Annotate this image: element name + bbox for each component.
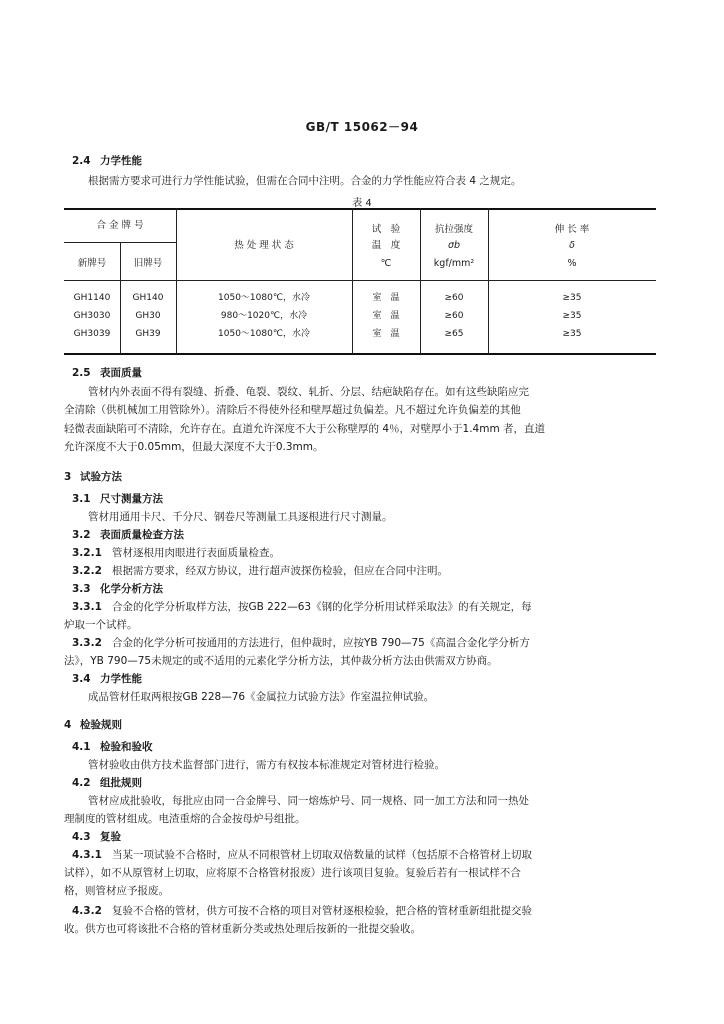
section-3-3-number: 3.3 (72, 583, 91, 595)
section-3-3-title: 化学分析方法 (100, 583, 163, 595)
section-4-2-line-1: 管材应成批验收，每批应由同一合金牌号、同一熔炼炉号、同一规格、同一加工方法和同一热处 (88, 795, 529, 807)
section-3-2-title: 表面质量检查方法 (100, 529, 184, 541)
section-3-3-2-line-2: 法》，YB 790—75未规定的或不适用的元素化学分析方法，其仲裁分析方法由供需双方协商。 (64, 655, 498, 667)
section-3-3-2-line-1: 合金的化学分析可按通用的方法进行，但仲裁时，应按YB 790—75《高温合金化学分析方 (112, 637, 530, 649)
standard-code-header: GB/T 15062－94 (305, 120, 419, 134)
header-new-grade: 新牌号 (77, 258, 107, 269)
row-1-new-grade: GH1140 (73, 293, 111, 303)
section-3-2-2-number: 3.2.2 (72, 565, 102, 577)
section-2-4-number: 2.4 (72, 155, 91, 167)
section-2-5-line-3: 轻微表面缺陷可不清除，允许存在。直道允许深度不大于公称壁厚的 4％，对壁厚小于1.4mm 者，直道 (64, 423, 546, 435)
section-4-3-title: 复验 (100, 831, 121, 843)
section-2-5-line-4: 允许深度不大于0.05mm，但最大深度不大于0.3mm。 (64, 441, 324, 453)
header-elongation-line1: 伸 长 率 (554, 224, 590, 235)
row-2-new-grade: GH3030 (73, 311, 111, 321)
row-2-elongation: ≥35 (562, 311, 582, 321)
section-4-1-text: 管材验收由供方技术监督部门进行，需方有权按本标准规定对管材进行检验。 (88, 759, 445, 771)
header-elongation-unit: % (567, 258, 577, 269)
section-4-3-1-line-2: 试样），如不从原管材上切取，应将原不合格管材报废）进行该项目复验。复验后若有一根试样不合 (64, 867, 521, 879)
row-2-old-grade: GH30 (135, 311, 161, 321)
section-4-1-title: 检验和验收 (100, 741, 153, 753)
row-3-old-grade: GH39 (135, 329, 161, 339)
section-3-3-1-line-1: 合金的化学分析取样方法，按GB 222—63《钢的化学分析用试样采取法》的有关规定，每 (112, 601, 532, 613)
section-3-2-number: 3.2 (72, 529, 91, 541)
row-1-elongation: ≥35 (562, 293, 582, 303)
section-2-5-number: 2.5 (72, 367, 91, 379)
row-2-temp: 室 温 (372, 311, 400, 321)
section-3-1-number: 3.1 (72, 493, 91, 505)
section-4-3-1-line-1: 当某一项试验不合格时，应从不同根管材上切取双倍数量的试样（包括原不合格管材上切取 (112, 849, 532, 861)
header-tensile-unit: kgf/mm² (433, 258, 475, 269)
section-3-4-number: 3.4 (72, 673, 91, 685)
header-elongation-symbol: δ (569, 240, 575, 251)
section-2-4-title: 力学性能 (100, 155, 142, 167)
table-4 (64, 208, 656, 354)
row-3-tensile: ≥65 (444, 329, 464, 339)
row-2-tensile: ≥60 (444, 311, 464, 321)
table-top-rule (64, 208, 656, 210)
table-header-bottom-rule (64, 280, 656, 281)
section-3-4-text: 成品管材任取两根按GB 228—76《金属拉力试验方法》作室温拉伸试验。 (88, 691, 435, 703)
section-3-1-title: 尺寸测量方法 (100, 493, 163, 505)
section-4-1-number: 4.1 (72, 741, 91, 753)
section-4-2-title: 组批规则 (100, 777, 142, 789)
header-test-temp-unit: ℃ (380, 258, 392, 269)
section-4-3-1-line-3: 格，则管材应予报废。 (64, 885, 169, 897)
header-test-temp-line1: 试 验 (371, 224, 401, 235)
section-4-2-number: 4.2 (72, 777, 91, 789)
section-3-4-title: 力学性能 (100, 673, 142, 685)
row-1-old-grade: GH140 (132, 293, 164, 303)
row-3-treatment: 1050～1080℃，水冷 (218, 329, 310, 339)
row-3-elongation: ≥35 (562, 329, 582, 339)
section-4-2-line-2: 理制度的管材组成。电渣重熔的合金按母炉号组批。 (64, 813, 306, 825)
row-3-new-grade: GH3039 (73, 329, 111, 339)
section-2-5-line-1: 管材内外表面不得有裂缝、折叠、龟裂、裂纹、轧折、分层、结疤缺陷存在。如有这些缺陷应完 (88, 386, 529, 398)
header-test-temp-line2: 温 度 (371, 240, 401, 251)
header-tensile-symbol: σb (447, 240, 461, 251)
row-1-tensile: ≥60 (444, 293, 464, 303)
section-3-3-2-number: 3.3.2 (72, 637, 102, 649)
section-4-3-number: 4.3 (72, 831, 91, 843)
row-3-temp: 室 温 (372, 329, 400, 339)
header-old-grade: 旧牌号 (133, 258, 163, 269)
section-4-3-2-line-1: 复验不合格的管材，供方可按不合格的项目对管材逐根检验，把合格的管材重新组批提交验 (112, 905, 532, 917)
header-tensile-line1: 抗拉强度 (434, 224, 473, 235)
section-4-3-1-number: 4.3.1 (72, 849, 102, 861)
row-2-treatment: 980～1020℃，水冷 (220, 311, 308, 321)
section-3-3-1-line-2: 炉取一个试样。 (64, 619, 138, 631)
section-3-1-text: 管材用通用卡尺、千分尺、钢卷尺等测量工具逐根进行尺寸测量。 (88, 511, 393, 523)
header-alloy-grade: 合 金 牌 号 (96, 220, 144, 231)
section-3-2-1-text: 管材逐根用肉眼进行表面质量检查。 (112, 547, 280, 559)
row-1-treatment: 1050～1080℃，水冷 (218, 293, 310, 303)
section-3-2-2-text: 根据需方要求，经双方协议，进行超声波探伤检验，但应在合同中注明。 (112, 565, 448, 577)
section-4-number: 4 (64, 719, 72, 731)
section-2-4-text: 根据需方要求可进行力学性能试验，但需在合同中注明。合金的力学性能应符合表 4 之规定。 (88, 175, 522, 187)
section-3-number: 3 (64, 471, 72, 483)
section-4-3-2-line-2: 收。供方也可将该批不合格的管材重新分类或热处理后按新的一批提交验收。 (64, 923, 421, 935)
section-3-3-1-number: 3.3.1 (72, 601, 102, 613)
section-4-title: 检验规则 (80, 719, 122, 731)
table-4-caption: 表 4 (352, 198, 372, 209)
row-1-temp: 室 温 (372, 293, 400, 303)
section-3-2-1-number: 3.2.1 (72, 547, 102, 559)
section-2-5-line-2: 全清除（供机械加工用管除外）。清除后不得使外径和壁厚超过负偏差。凡不超过允许负偏差的其他 (64, 404, 521, 416)
section-4-3-2-number: 4.3.2 (72, 905, 102, 917)
section-2-5-title: 表面质量 (100, 367, 142, 379)
table-bottom-rule (64, 353, 656, 355)
header-heat-treatment: 热 处 理 状 态 (234, 240, 294, 251)
section-3-title: 试验方法 (80, 471, 122, 483)
